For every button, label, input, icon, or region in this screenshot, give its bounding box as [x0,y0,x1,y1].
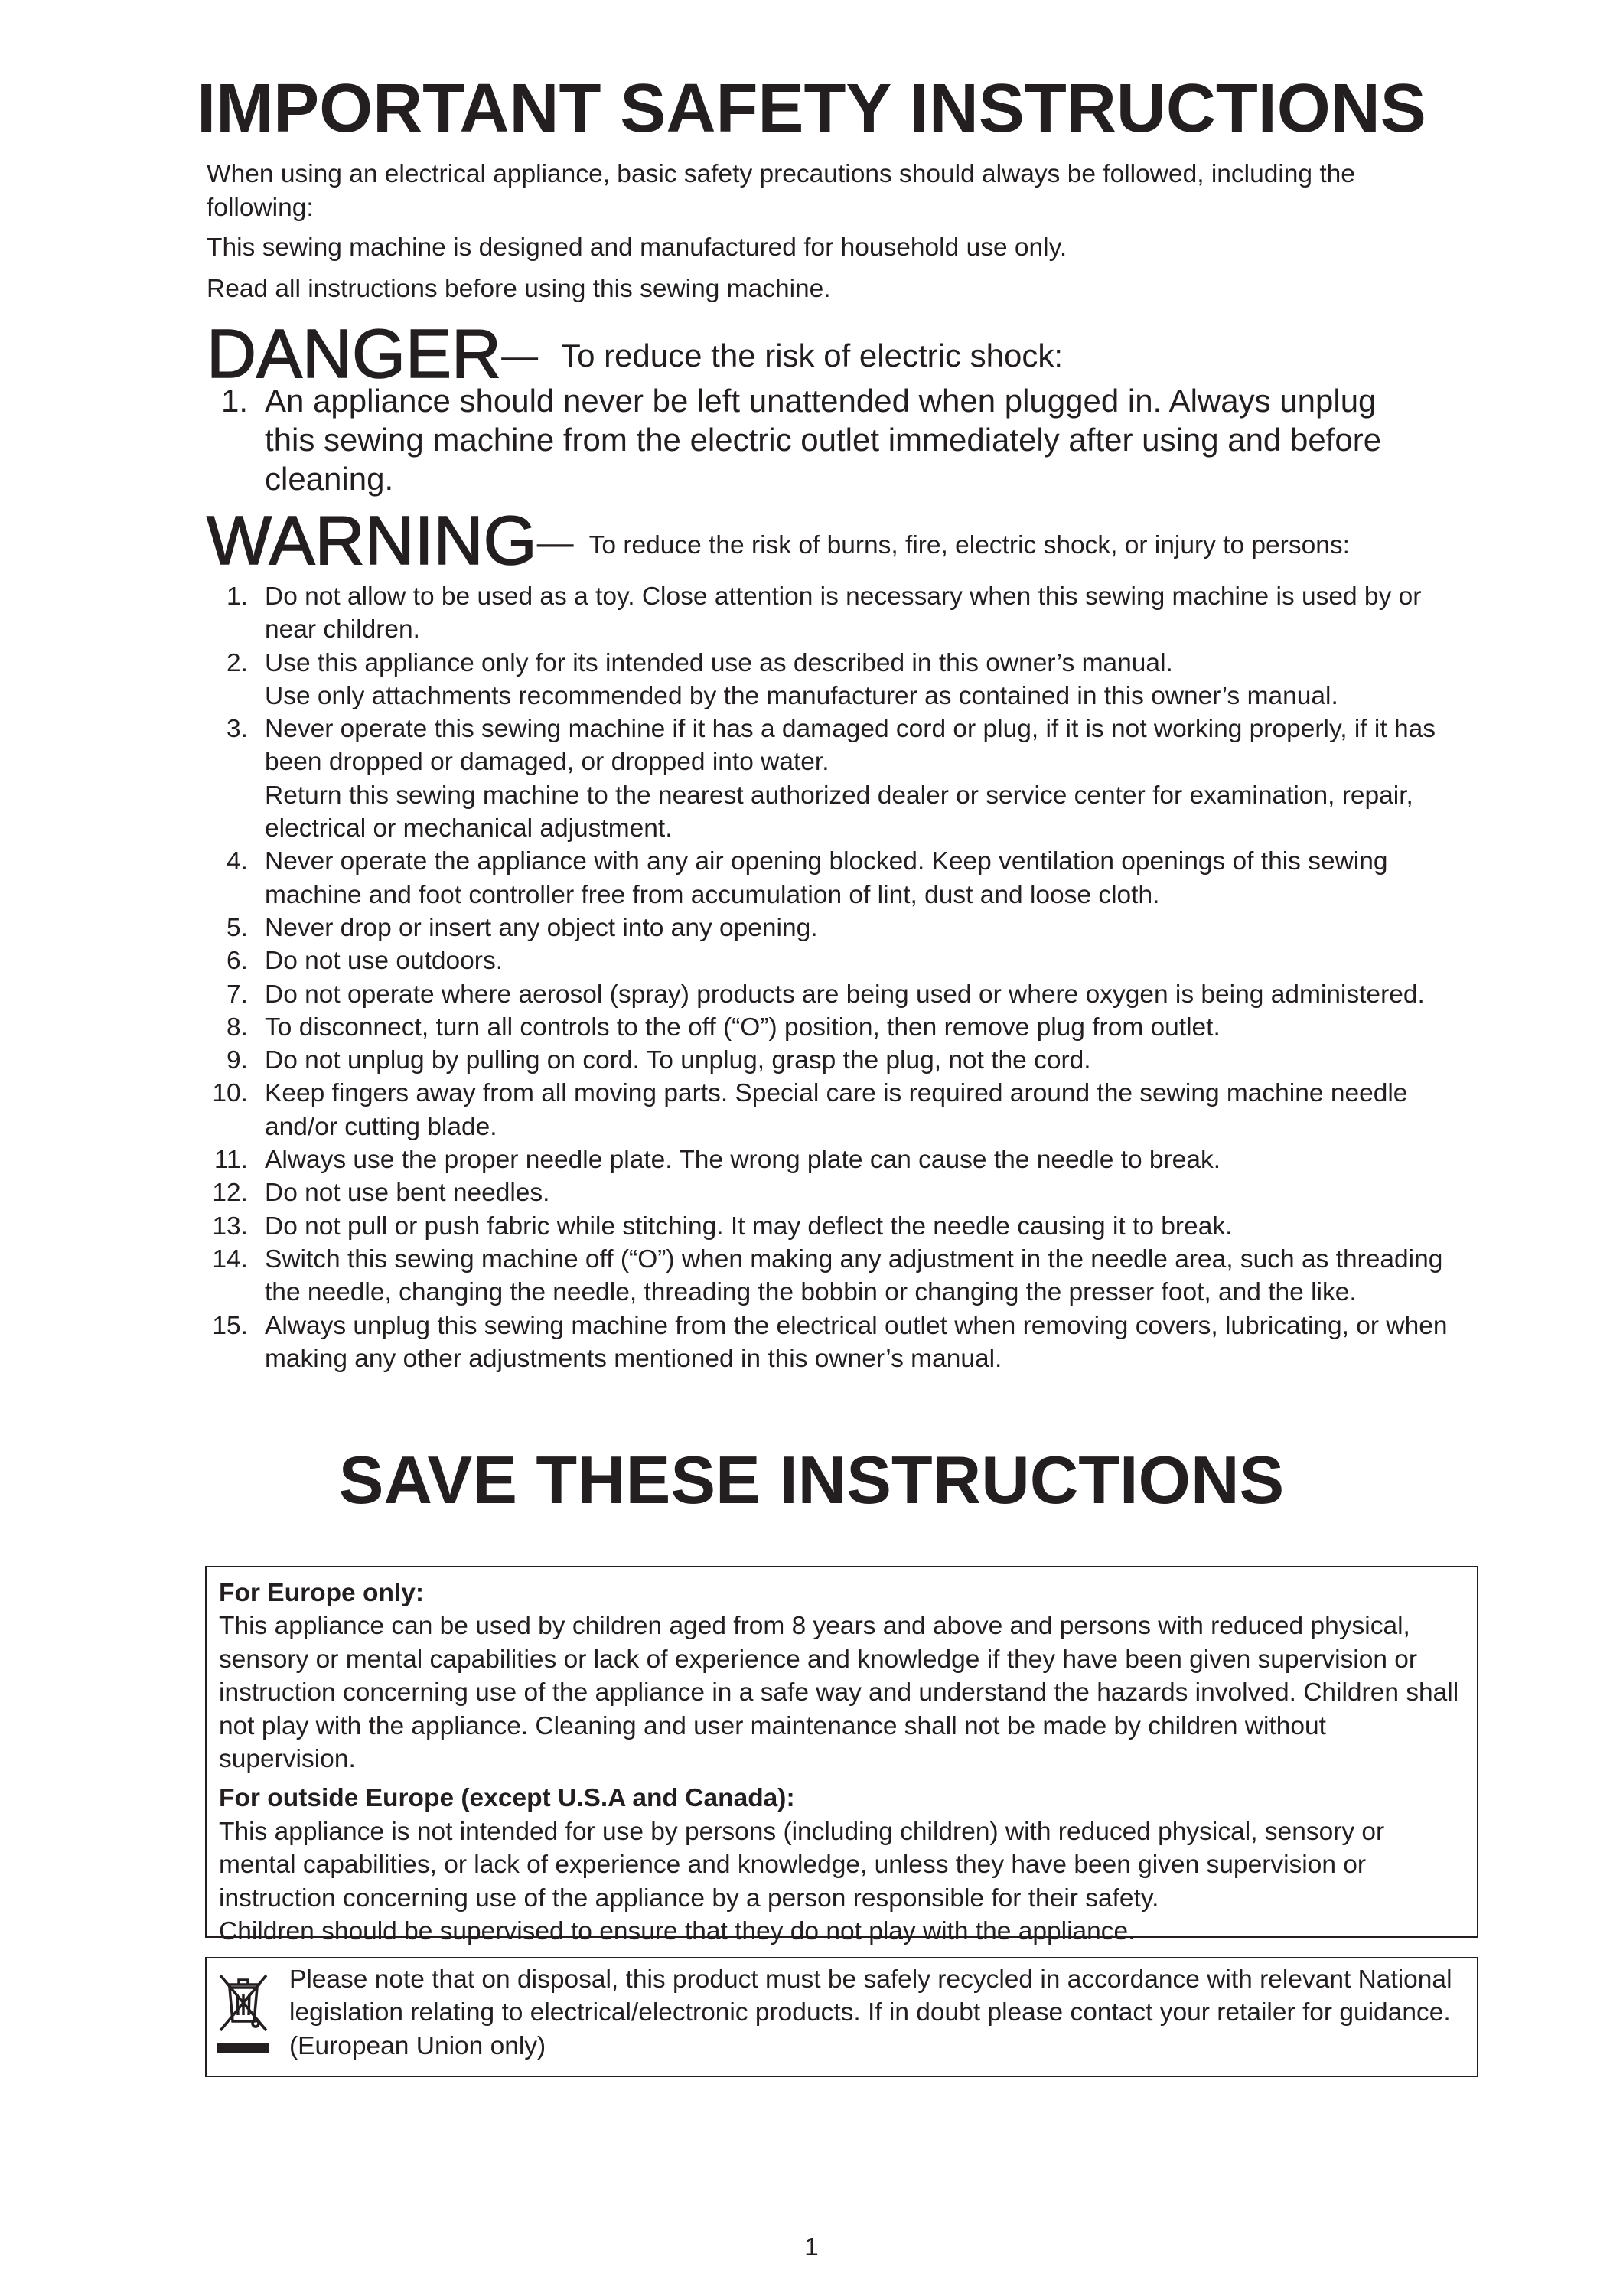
list-item [205,1077,1475,1143]
outside-europe-heading: For outside Europe (except U.S.A and Canada): [219,1784,795,1813]
danger-dash: — [501,336,539,377]
children-supervision-note: Children should be supervised to ensure that they do not play with the appliance. [219,1917,1136,1946]
warning-dash: — [536,523,574,563]
list-item [205,1044,1475,1077]
danger-label: DANGER [207,316,502,393]
intro-household-use: This sewing machine is designed and manufactured for household use only. [207,233,1067,262]
list-item [205,1309,1475,1376]
list-item [205,381,1429,498]
list-item [205,580,1475,647]
warning-description: To reduce the risk of burns, fire, electric shock, or injury to persons: [588,531,1350,559]
item-number: 4. [227,847,248,876]
item-number: 11. [213,1146,248,1175]
list-item [205,845,1475,912]
item-text-continued: Return this sewing machine to the nearest authorized dealer or service center for examination, repair, electrical or mechanical adjustment. [265,781,1413,843]
item-number: 7. [227,980,248,1009]
list-item [205,1243,1475,1309]
danger-list [205,381,1429,498]
item-text: Never drop or insert any object into any opening. [265,913,818,942]
danger-heading [207,316,1507,393]
item-number: 13. [212,1212,248,1241]
item-text: Do not operate where aerosol (spray) products are being used or where oxygen is being administered. [265,980,1425,1009]
item-text: Switch this sewing machine off (“O”) when making any adjustment in the needle area, such as threading the needle, changing the needle, threading the bobbin or changing the presser foot, and the like. [265,1244,1443,1307]
item-text: Do not use outdoors. [265,947,504,976]
list-item [205,1176,1475,1209]
item-text: Never operate this sewing machine if it has a damaged cord or plug, if it is not working properly, if it has been dropped or damaged, or dropped into water. [265,715,1436,777]
crossed-out-wheelie-bin-icon [216,1968,271,2067]
warning-list [205,580,1475,1375]
item-text: Always unplug this sewing machine from the electrical outlet when removing covers, lubricating, or when making any other adjustments mentioned in this owner’s manual. [265,1311,1448,1373]
disposal-notice-box [205,1957,1478,2077]
disposal-text: Please note that on disposal, this product must be safely recycled in accordance with relevant National legislation relating to electrical/electronic products. If in doubt please contact your retailer for guidance. (European Union only) [289,1965,1452,2060]
item-number: 10. [212,1079,248,1108]
list-item [205,1143,1475,1176]
item-text: To disconnect, turn all controls to the off (“O”) position, then remove plug from outlet. [265,1013,1221,1042]
item-number: 9. [227,1046,248,1075]
item-number: 6. [227,947,248,976]
list-item [205,944,1475,977]
item-number: 1. [227,582,248,611]
list-item [205,1210,1475,1243]
list-item [205,978,1475,1011]
item-number: 3. [227,715,248,744]
list-item [205,1011,1475,1044]
intro-precautions: When using an electrical appliance, basic safety precautions should always be followed, including the following: [207,160,1355,222]
list-item [205,713,1475,845]
page-number: 1 [804,2233,819,2262]
item-text: Keep fingers away from all moving parts. Special care is required around the sewing machine needle and/or cutting blade. [265,1079,1408,1141]
item-text: Do not allow to be used as a toy. Close attention is necessary when this sewing machine is used by or near children. [265,582,1422,644]
europe-notice-box [205,1566,1478,1946]
item-number: 1. [220,383,248,419]
item-text: Use this appliance only for its intended use as described in this owner’s manual. [265,648,1173,677]
item-text: Do not use bent needles. [265,1179,550,1208]
list-item [205,912,1475,944]
item-number: 8. [227,1013,248,1042]
item-text: Never operate the appliance with any air opening blocked. Keep ventilation openings of this sewing machine and foot controller free from accumulation of lint, dust and loose cloth. [265,847,1388,909]
europe-body: This appliance can be used by children aged from 8 years and above and persons with reduced physical, sensory or mental capabilities or lack of experience and knowledge if they have been given supervision or instruction concerning use of the appliance in a safe way and understand the hazards involved. Children shall not play with the appliance. Cleaning and user maintenance shall not be made by children without supervision. [219,1612,1459,1774]
item-number: 12. [212,1179,248,1208]
save-instructions-title: SAVE THESE INSTRUCTIONS [338,1442,1285,1518]
item-text: Always use the proper needle plate. The wrong plate can cause the needle to break. [265,1146,1221,1175]
item-text: Do not pull or push fabric while stitching. It may deflect the needle causing it to break. [265,1212,1233,1241]
item-number: 14. [212,1244,248,1274]
item-number: 15. [212,1311,248,1340]
intro-read-all: Read all instructions before using this sewing machine. [207,275,831,303]
europe-heading: For Europe only: [219,1579,424,1607]
item-text: An appliance should never be left unattended when plugged in. Always unplug this sewing machine from the electric outlet immediately after using and before cleaning. [265,383,1382,497]
item-number: 2. [227,648,248,677]
item-number: 5. [227,913,248,942]
warning-label: WARNING [207,503,537,579]
page-title: IMPORTANT SAFETY INSTRUCTIONS [197,70,1426,147]
item-text-continued: Use only attachments recommended by the manufacturer as contained in this owner’s manual. [265,681,1338,710]
item-text: Do not unplug by pulling on cord. To unplug, grasp the plug, not the cord. [265,1046,1091,1075]
outside-europe-body: This appliance is not intended for use by persons (including children) with reduced physical, sensory or mental capabilities, or lack of experience and knowledge, unless they have been given supervision or instruction concerning use of the appliance by a person responsible for their safety. [219,1817,1385,1913]
warning-heading [207,503,1507,579]
list-item [205,647,1475,713]
danger-description: To reduce the risk of electric shock: [561,338,1064,373]
